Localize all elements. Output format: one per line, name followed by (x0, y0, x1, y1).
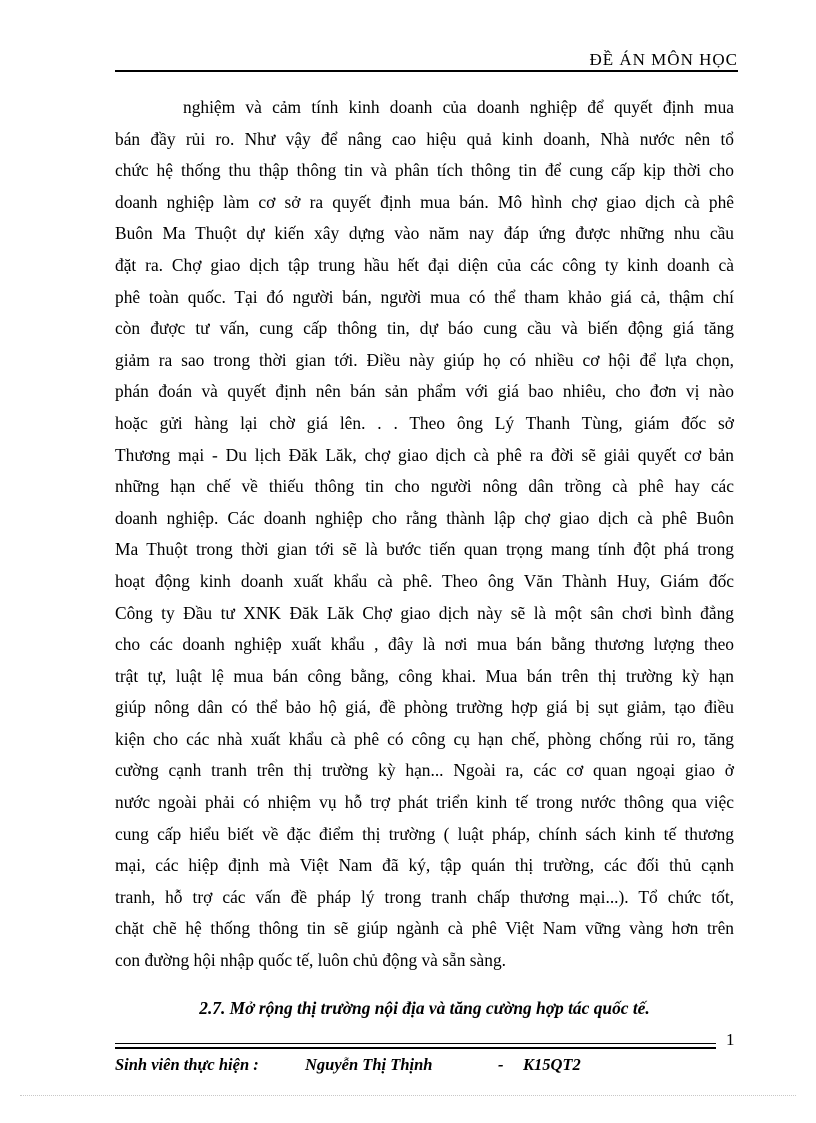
body-line: hoạt động kinh doanh xuất khẩu cà phê. Theo ông Văn Thành Huy, Giám đốc (115, 570, 734, 591)
body-line: cường cạnh tranh trên thị trường kỳ hạn... Ngoài ra, các cơ quan ngoại giao ở (115, 760, 734, 781)
body-paragraph (115, 92, 734, 977)
body-line: doanh nghiệp. Các doanh nghiệp cho rằng thành lập chợ giao dịch cà phê Buôn (115, 507, 734, 528)
page-number: 1 (726, 1030, 735, 1049)
body-line: kiện cho các nhà xuất khẩu cà phê có công cụ hạn chế, phòng chống rủi ro, tăng (115, 728, 734, 749)
page-break-divider (20, 1095, 796, 1096)
section-heading: 2.7. Mở rộng thị trường nội địa và tăng cường hợp tác quốc tế. (199, 998, 650, 1018)
body-line: chặt chẽ hệ thống thông tin sẽ giúp ngành cà phê Việt Nam vững vàng hơn trên (115, 918, 734, 939)
body-line: Buôn Ma Thuột dự kiến xây dựng vào năm nay đáp ứng được những nhu cầu (115, 223, 734, 244)
footer-class-code: K15QT2 (523, 1055, 581, 1074)
body-line: tranh, hỗ trợ các vấn đề pháp lý trong tranh chấp thương mại...). Tổ chức tốt, (115, 886, 734, 907)
body-line: hoặc gửi hàng lại chờ giá lên. . . Theo ông Lý Thanh Tùng, giám đốc sở (115, 412, 734, 433)
body-line: bán đầy rủi ro. Như vậy để nâng cao hiệu quả kinh doanh, Nhà nước nên tổ (115, 128, 734, 149)
body-line: nước ngoài phải có nhiệm vụ hỗ trợ phát triển kinh tế trong nước thông qua việc (115, 792, 734, 813)
body-line: phê toàn quốc. Tại đó người bán, người mua có thể tham khảo giá cả, thậm chí (115, 286, 734, 307)
body-line: Thương mại - Du lịch Đăk Lăk, chợ giao dịch cà phê ra đời sẽ giải quyết cơ bản (115, 444, 734, 465)
footer-rule (115, 1047, 716, 1049)
body-line: giúp nông dân có thể bảo hộ giá, đề phòng trường hợp giá bị sụt giảm, tạo điều (115, 697, 734, 718)
footer-separator: - (498, 1055, 504, 1074)
body-line: cung cấp hiểu biết về đặc điểm thị trường ( luật pháp, chính sách kinh tế thương (115, 823, 734, 844)
body-line: còn được tư vấn, cung cấp thông tin, dự báo cung cầu và biến động giá tăng (115, 318, 734, 339)
footer-rule (115, 1043, 716, 1044)
body-line: đặt ra. Chợ giao dịch tập trung hầu hết đại diện của các công ty kinh doanh cà (115, 254, 734, 275)
body-line: nghiệm và cảm tính kinh doanh của doanh nghiệp để quyết định mua (183, 97, 734, 117)
page-header-title: ĐỀ ÁN MÔN HỌC (589, 50, 738, 69)
footer-author-label: Sinh viên thực hiện : (115, 1055, 259, 1074)
body-line: những hạn chế về thiếu thông tin cho người nông dân trồng cà phê hay các (115, 476, 734, 497)
body-line: mại, các hiệp định mà Việt Nam đã ký, tập quán thị trường, các đối thủ cạnh (115, 855, 734, 876)
body-line: doanh nghiệp làm cơ sở ra quyết định mua bán. Mô hình chợ giao dịch cà phê (115, 191, 734, 212)
footer-author-name: Nguyễn Thị Thịnh (305, 1055, 433, 1074)
body-line: phán đoán và quyết định nên bán sản phẩm với giá bao nhiêu, cho đơn vị nào (115, 381, 734, 402)
body-line: cho các doanh nghiệp xuất khẩu , đây là nơi mua bán bằng thương lượng theo (115, 634, 734, 655)
body-line: giảm ra sao trong thời gian tới. Điều này giúp họ có nhiều cơ hội để lựa chọn, (115, 349, 734, 370)
body-line: con đường hội nhập quốc tế, luôn chủ động và sẵn sàng. (115, 950, 507, 971)
body-line: Công ty Đầu tư XNK Đăk Lăk Chợ giao dịch này sẽ là một sân chơi bình đẳng (115, 602, 734, 623)
body-line: Ma Thuột trong thời gian tới sẽ là bước tiến quan trọng mang tính đột phá trong (115, 539, 734, 560)
header-rule (115, 70, 738, 72)
body-line: chức hệ thống thu thập thông tin và phân tích thông tin để cung cấp kịp thời cho (115, 160, 734, 181)
body-line: trật tự, luật lệ mua bán công bằng, công khai. Mua bán trên thị trường kỳ hạn (115, 665, 734, 686)
